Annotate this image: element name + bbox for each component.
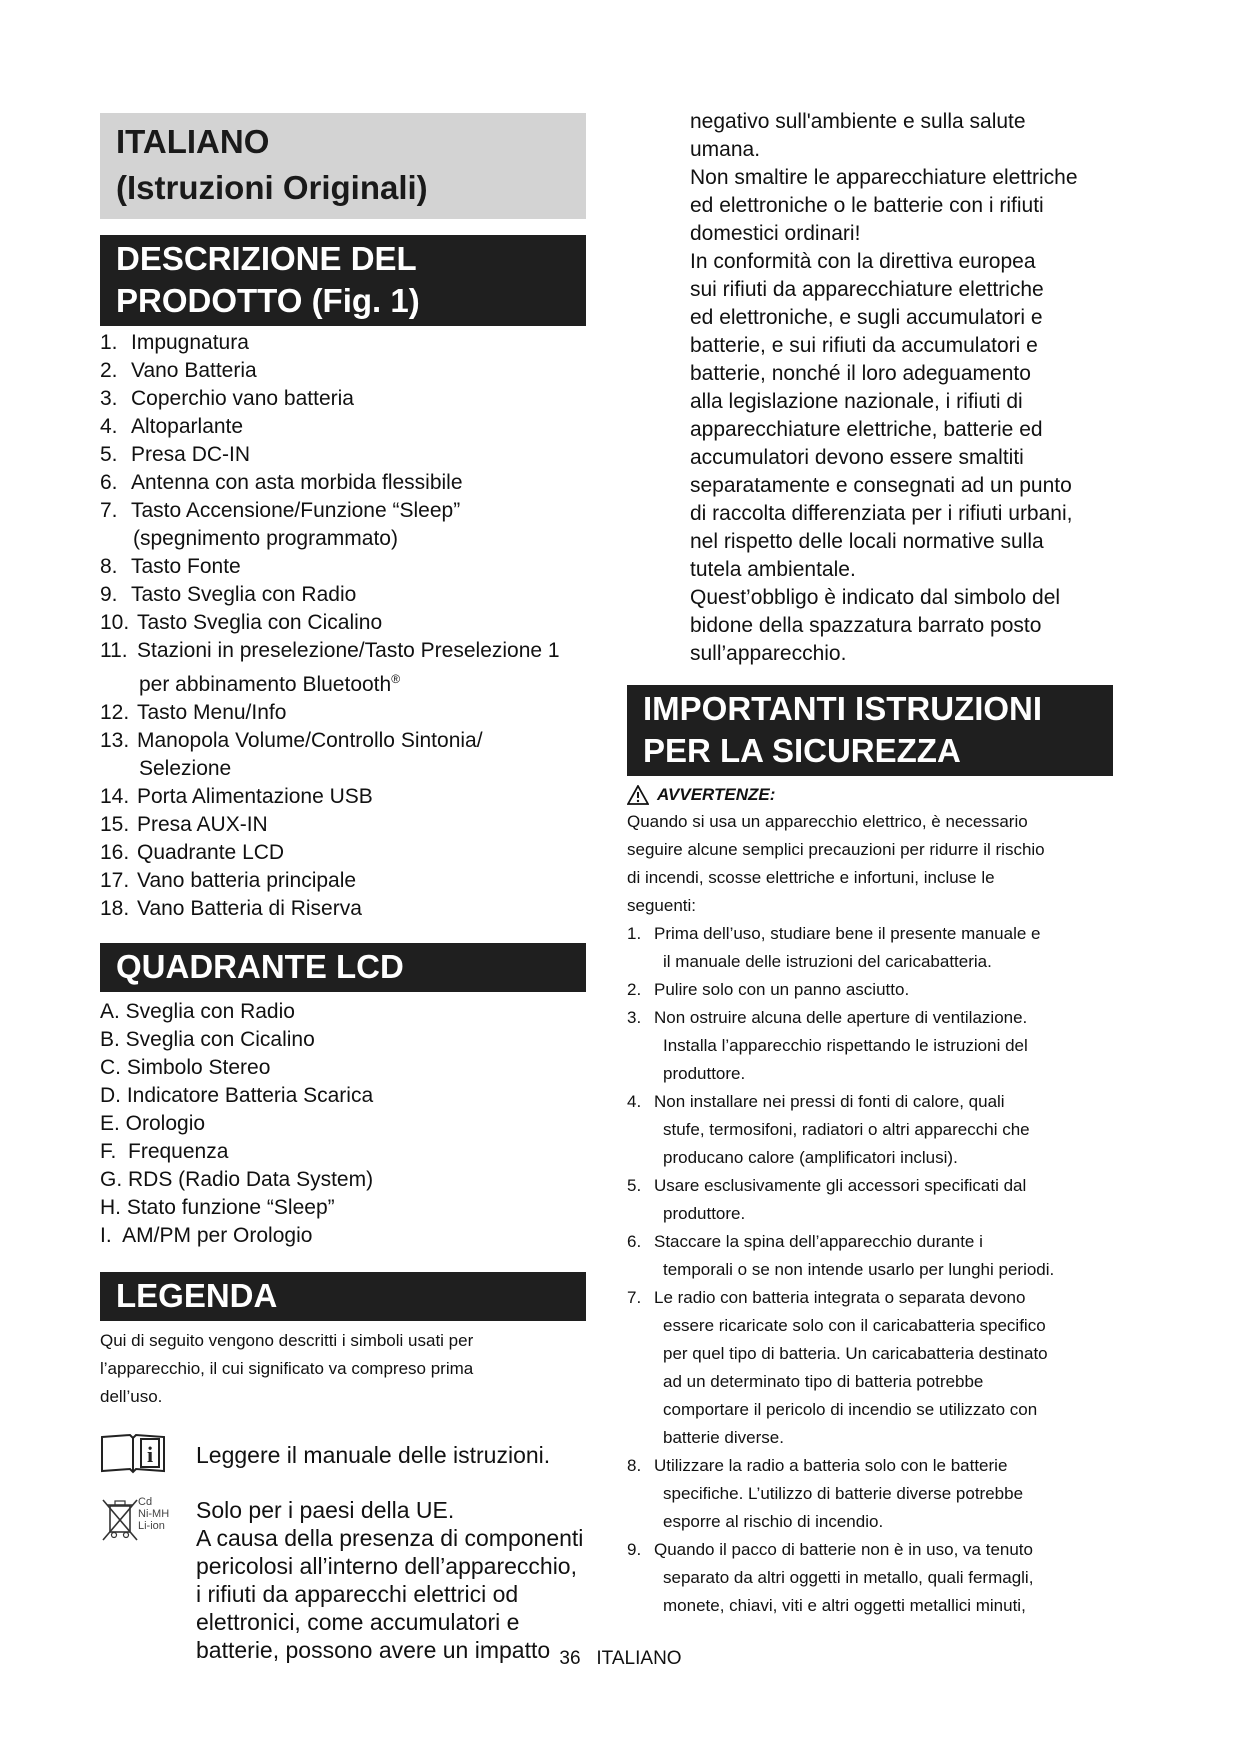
weee-labels [138, 1496, 169, 1532]
item-text-line: Manopola Volume/Controllo Sintonia/ [137, 729, 483, 752]
text-line: accumulatori devono essere smaltiti [690, 446, 1024, 469]
text-line: In conformità con la direttiva europea [690, 250, 1036, 273]
list-item [627, 1284, 1117, 1452]
list-item: C. Simbolo Stereo [100, 1056, 271, 1079]
icon-label: Li-ion [138, 1520, 165, 1532]
item-number: 4. [627, 1092, 642, 1111]
item-text-line-wrap [137, 755, 584, 783]
item-text-line: Usare esclusivamente gli accessori specificati dal [654, 1176, 1027, 1195]
item-text: Presa AUX-IN [137, 813, 268, 836]
item-text-line: stufe, termosifoni, radiatori o altri apparecchi che [663, 1120, 1030, 1139]
text-line: elettronici, come accumulatori e [196, 1609, 520, 1635]
list-item [627, 1172, 1117, 1228]
list-item [100, 469, 586, 497]
item-text-line: producano calore (amplificatori inclusi). [663, 1148, 958, 1167]
registered-mark: ® [391, 672, 401, 686]
manual-text: Leggere il manuale delle istruzioni. [196, 1442, 551, 1468]
text-line: negativo sull'ambiente e sulla salute [690, 110, 1026, 133]
item-text-line: (spegnimento programmato) [133, 527, 398, 550]
item-text-line: il manuale delle istruzioni del caricabatteria. [663, 952, 992, 971]
text-line: apparecchiature elettriche, batterie ed [690, 418, 1043, 441]
list-item [100, 497, 586, 553]
item-text-line: temporali o se non intende usarlo per lunghi periodi. [663, 1260, 1055, 1279]
item-number: 7. [100, 499, 118, 522]
list-item [100, 581, 586, 609]
text-line: Qui di seguito vengono descritti i simboli usati per [100, 1331, 474, 1350]
list-item [627, 1088, 1117, 1172]
list-item [100, 357, 586, 385]
item-text-line: Pulire solo con un panno asciutto. [654, 980, 910, 999]
text-line: l’apparecchio, il cui significato va compreso prima [100, 1359, 474, 1378]
text-line: Quest’obbligo è indicato dal simbolo del [690, 586, 1061, 609]
item-text-line: Le radio con batteria integrata o separata devono [654, 1288, 1026, 1307]
list-item: A. Sveglia con Radio [100, 1000, 295, 1023]
text-line: dell’uso. [100, 1387, 163, 1406]
item-text-line: ad un determinato tipo di batteria potrebbe [663, 1372, 984, 1391]
item-number: 11. [100, 639, 128, 662]
icon-label: Cd [138, 1496, 153, 1508]
item-number: 1. [627, 924, 642, 943]
document-title: ITALIANO [116, 123, 270, 160]
text-line: batterie, nonché il loro adeguamento [690, 362, 1031, 385]
read-manual-icon [100, 1431, 196, 1480]
item-text-line: Stazioni in preselezione/Tasto Preselezione 1 [137, 639, 560, 662]
item-text: Tasto Sveglia con Cicalino [137, 611, 383, 634]
item-number: 18. [100, 897, 130, 920]
heading-line: DESCRIZIONE DEL [116, 240, 417, 277]
list-item [627, 976, 1117, 1004]
item-text-line: Installa l’apparecchio rispettando le istruzioni del [663, 1036, 1028, 1055]
list-item [627, 1536, 1117, 1620]
item-text-line: per quel tipo di batteria. Un caricabatteria destinato [663, 1344, 1048, 1363]
footer-language: ITALIANO [596, 1648, 682, 1669]
text-line: tutela ambientale. [690, 558, 856, 581]
item-text: Impugnatura [131, 331, 249, 354]
item-number: 4. [100, 415, 118, 438]
item-number: 7. [627, 1288, 642, 1307]
list-item [100, 811, 586, 839]
item-text [137, 727, 586, 783]
page-number: 36 [559, 1648, 581, 1669]
symbol-row-weee [100, 1496, 586, 1664]
item-text [654, 1536, 1117, 1620]
item-text: Quadrante LCD [137, 841, 285, 864]
item-text [654, 1284, 1117, 1452]
item-number: 5. [627, 1176, 642, 1195]
list-item [100, 895, 586, 923]
item-number: 9. [100, 583, 118, 606]
list-item [100, 329, 586, 357]
text-line: sui rifiuti da apparecchiature elettriche [690, 278, 1044, 301]
item-text-line: Non installare nei pressi di fonti di calore, quali [654, 1092, 1005, 1111]
heading-line: PRODOTTO (Fig. 1) [116, 282, 420, 319]
item-text: Presa DC-IN [131, 443, 251, 466]
item-text-line: Prima dell’uso, studiare bene il presente manuale e [654, 924, 1041, 943]
item-number: 10. [100, 611, 130, 634]
list-item [627, 1004, 1117, 1088]
item-text [654, 1004, 1117, 1088]
document-title-box [100, 113, 586, 219]
item-text-line: Utilizzare la radio a batteria solo con le batterie [654, 1456, 1008, 1475]
text-line: nel rispetto delle locali normative sulla [690, 530, 1044, 553]
list-item [100, 609, 586, 637]
section-heading-quadrante [100, 943, 586, 992]
item-text-line: produttore. [663, 1204, 746, 1223]
item-text-line-wrap [131, 525, 584, 553]
item-text [654, 1228, 1117, 1284]
text-line: i rifiuti da apparecchi elettrici od [196, 1581, 519, 1607]
text-line: Quando si usa un apparecchio elettrico, è necessario [627, 812, 1028, 831]
text-line: ed elettroniche o le batterie con i rifiuti [690, 194, 1044, 217]
list-item: I. AM/PM per Orologio [100, 1224, 313, 1247]
text-line: bidone della spazzatura barrato posto [690, 614, 1042, 637]
list-item: H. Stato funzione “Sleep” [100, 1196, 335, 1219]
item-text-line: Selezione [139, 757, 232, 780]
item-text-line: monete, chiavi, viti e altri oggetti metallici minuti, [663, 1596, 1026, 1615]
section-heading-descrizione [100, 235, 586, 326]
text-line: pericolosi all’interno dell’apparecchio, [196, 1553, 577, 1579]
text-line: Solo per i paesi della UE. [196, 1497, 455, 1523]
list-item [100, 441, 586, 469]
text-line: alla legislazione nazionale, i rifiuti di [690, 390, 1023, 413]
text-line: A causa della presenza di componenti [196, 1525, 584, 1551]
text-line: seguenti: [627, 896, 696, 915]
item-text: Vano Batteria [131, 359, 257, 382]
item-text-line-wrap [137, 665, 584, 699]
item-number: 6. [627, 1232, 642, 1251]
text-line: batterie, e sui rifiuti da accumulatori e [690, 334, 1038, 357]
warning-triangle-icon [627, 785, 649, 805]
item-text: Coperchio vano batteria [131, 387, 354, 410]
list-item [627, 1228, 1117, 1284]
warning-label: AVVERTENZE: [657, 785, 776, 804]
document-subtitle: (Istruzioni Originali) [116, 169, 428, 206]
item-text [654, 920, 1117, 976]
safety-instructions-list [627, 920, 1117, 1620]
list-item [100, 385, 586, 413]
product-parts-list [100, 329, 586, 923]
text-line: di raccolta differenziata per i rifiuti urbani, [690, 502, 1073, 525]
text-line: sull’apparecchio. [690, 642, 847, 665]
heading-line: QUADRANTE LCD [116, 948, 404, 985]
svg-text:i: i [146, 1442, 154, 1467]
weee-continuation-text [627, 108, 1120, 668]
item-number: 2. [100, 359, 118, 382]
list-item: F. Frequenza [100, 1140, 229, 1163]
list-item [100, 727, 586, 783]
list-item: D. Indicatore Batteria Scarica [100, 1084, 374, 1107]
icon-label: Ni-MH [138, 1508, 170, 1520]
list-item [100, 699, 586, 727]
item-text-line: separato da altri oggetti in metallo, quali fermagli, [663, 1568, 1034, 1587]
item-number: 14. [100, 785, 130, 808]
item-text: Vano Batteria di Riserva [137, 897, 362, 920]
warning-title [627, 782, 1117, 808]
item-text-line: Non ostruire alcuna delle aperture di ventilazione. [654, 1008, 1028, 1027]
item-number: 17. [100, 869, 130, 892]
item-number: 2. [627, 980, 642, 999]
text-line: ed elettroniche, e sugli accumulatori e [690, 306, 1043, 329]
item-text-line: specifiche. L’utilizzo di batterie diverse potrebbe [663, 1484, 1024, 1503]
item-text-line: produttore. [663, 1064, 746, 1083]
left-column [100, 113, 586, 1664]
item-text: Tasto Menu/Info [137, 701, 287, 724]
safety-intro [627, 808, 1117, 920]
weee-text [196, 1496, 586, 1664]
item-number: 8. [627, 1456, 642, 1475]
text-line: batterie, possono avere un impatto [196, 1637, 551, 1663]
list-item [100, 553, 586, 581]
item-number: 9. [627, 1540, 642, 1559]
item-number: 15. [100, 813, 130, 836]
item-text [654, 1172, 1117, 1228]
list-item: E. Orologio [100, 1112, 206, 1135]
item-text-line: comportare il pericolo di incendio se utilizzato con [663, 1400, 1038, 1419]
item-text [654, 1452, 1117, 1536]
section-heading-legenda [100, 1272, 586, 1321]
lcd-items-list [100, 998, 586, 1250]
item-number: 13. [100, 729, 130, 752]
item-text: Tasto Fonte [131, 555, 241, 578]
list-item [100, 867, 586, 895]
item-text [137, 637, 586, 699]
list-item [100, 637, 586, 699]
item-number: 16. [100, 841, 130, 864]
item-number: 3. [627, 1008, 642, 1027]
item-number: 6. [100, 471, 118, 494]
item-text-line: Tasto Accensione/Funzione “Sleep” [131, 499, 461, 522]
list-item [100, 783, 586, 811]
list-item: B. Sveglia con Cicalino [100, 1028, 315, 1051]
legenda-intro [100, 1327, 586, 1411]
text-line: domestici ordinari! [690, 222, 861, 245]
heading-line: PER LA SICUREZZA [643, 732, 961, 769]
item-text: Porta Alimentazione USB [137, 785, 373, 808]
item-number: 12. [100, 701, 130, 724]
item-number: 3. [100, 387, 118, 410]
right-column [627, 108, 1117, 1620]
item-text: Antenna con asta morbida flessibile [131, 471, 463, 494]
list-item [627, 1452, 1117, 1536]
list-item [100, 839, 586, 867]
heading-line: LEGENDA [116, 1277, 278, 1314]
page-footer [0, 1647, 1241, 1671]
item-text [131, 497, 586, 553]
item-text-line: per abbinamento Bluetooth [139, 673, 392, 696]
item-text-line: Staccare la spina dell’apparecchio durante i [654, 1232, 983, 1251]
text-line: Non smaltire le apparecchiature elettriche [690, 166, 1078, 189]
text-line: separatamente e consegnati ad un punto [690, 474, 1072, 497]
list-item [100, 413, 586, 441]
section-heading-sicurezza [627, 685, 1113, 776]
item-text-line: Quando il pacco di batterie non è in uso, va tenuto [654, 1540, 1033, 1559]
text-line: seguire alcune semplici precauzioni per ridurre il rischio [627, 840, 1045, 859]
item-number: 8. [100, 555, 118, 578]
item-text-line: esporre al rischio di incendio. [663, 1512, 884, 1531]
item-number: 1. [100, 331, 118, 354]
item-text-line: batterie diverse. [663, 1428, 784, 1447]
list-item [627, 920, 1117, 976]
heading-line: IMPORTANTI ISTRUZIONI [643, 690, 1043, 727]
item-text [654, 976, 1117, 1004]
item-text-line: essere ricaricate solo con il caricabatteria specifico [663, 1316, 1046, 1335]
item-text: Tasto Sveglia con Radio [131, 583, 357, 606]
text-line: di incendi, scosse elettriche e infortuni, incluse le [627, 868, 995, 887]
symbol-row-manual [100, 1431, 586, 1480]
text-line: umana. [690, 138, 761, 161]
item-number: 5. [100, 443, 118, 466]
list-item: G. RDS (Radio Data System) [100, 1168, 374, 1191]
item-text: Altoparlante [131, 415, 244, 438]
item-text [654, 1088, 1117, 1172]
item-text: Vano batteria principale [137, 869, 357, 892]
